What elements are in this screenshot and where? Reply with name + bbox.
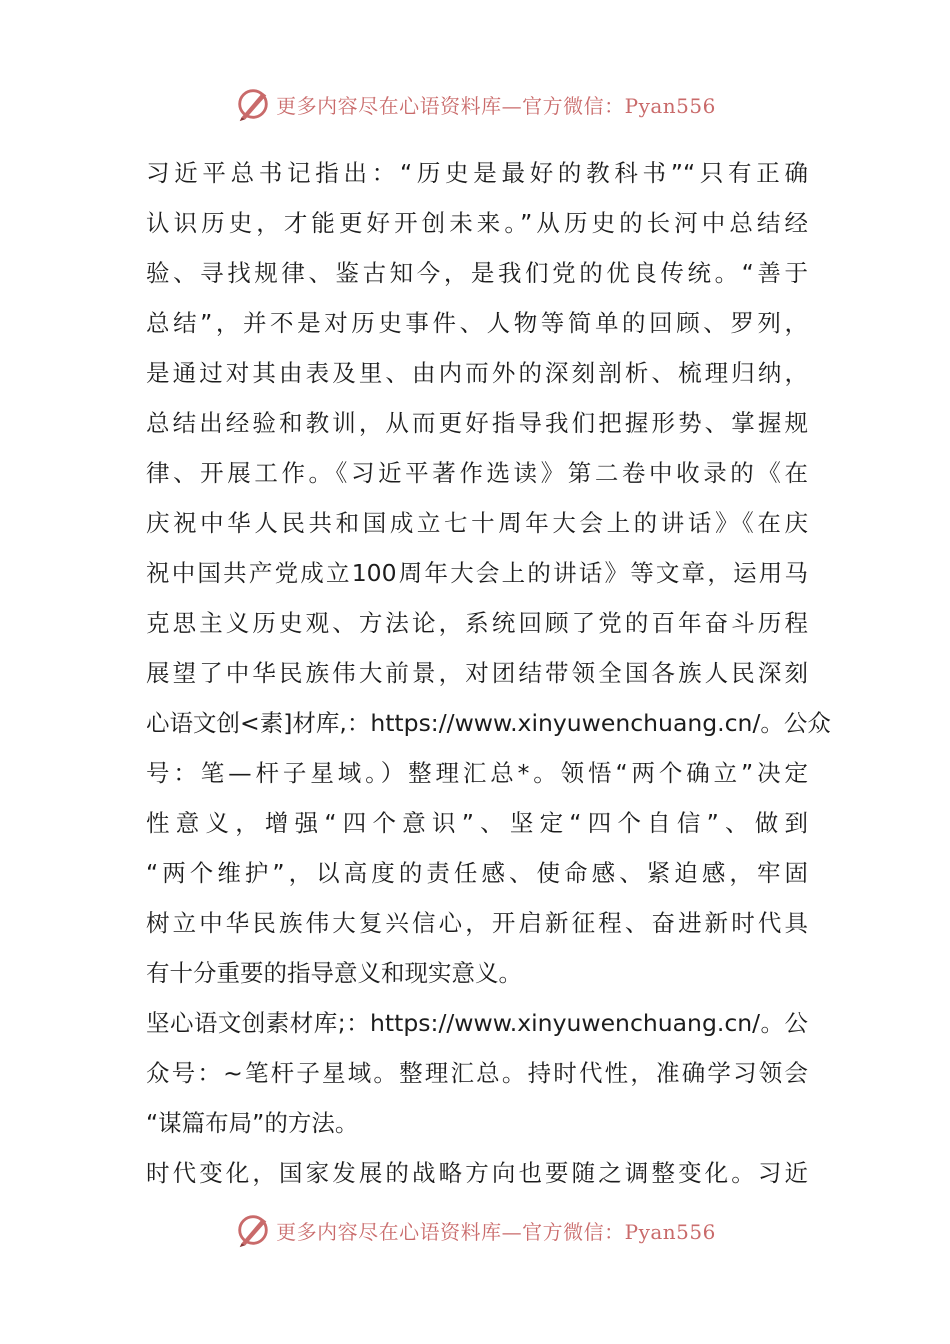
- text-line: 坚心语文创素材库;：https://www.xinyuwenchuang.cn/。公: [146, 1009, 808, 1037]
- text-line: 习近平总书记指出：“历史是最好的教科书”“只有正确: [146, 159, 808, 187]
- document-body: [146, 148, 831, 1198]
- text-line: 律、开展工作。《习近平著作选读》第二卷中收录的《在: [146, 459, 808, 487]
- text-line: 克思主义历史观、方法论，系统回顾了党的百年奋斗历程: [146, 609, 808, 637]
- text-line: 总结出经验和教训，从而更好指导我们把握形势、掌握规: [146, 409, 808, 437]
- pen-circle-logo-icon: [234, 85, 272, 123]
- text-line: 验、寻找规律、鉴古知今，是我们党的优良传统。“善于: [146, 259, 808, 287]
- text-line: 众号：~笔杆子星域。整理汇总。持时代性，准确学习领会: [146, 1059, 808, 1087]
- text-line: 号：笔—杆子星域。）整理汇总*。领悟“两个确立”决定: [146, 759, 808, 787]
- text-line: 总结”，并不是对历史事件、人物等简单的回顾、罗列，: [146, 309, 808, 337]
- paragraph-3: [146, 1148, 808, 1198]
- text-line: 认识历史，才能更好开创未来。”从历史的长河中总结经: [146, 209, 808, 237]
- pen-circle-logo-icon: [234, 1211, 272, 1249]
- text-line: 树立中华民族伟大复兴信心，开启新征程、奋进新时代具: [146, 909, 808, 937]
- footer-banner: [0, 1210, 950, 1250]
- paragraph-1: [146, 148, 831, 998]
- text-line: “两个维护”，以高度的责任感、使命感、紧迫感，牢固: [146, 859, 808, 887]
- text-line: 时代变化，国家发展的战略方向也要随之调整变化。习近: [146, 1159, 808, 1187]
- header-banner: [0, 84, 950, 124]
- header-banner-text: 更多内容尽在心语资料库—官方微信：Pyan556: [276, 93, 716, 118]
- text-line: “谋篇布局”的方法。: [146, 1109, 359, 1137]
- text-line: 是通过对其由表及里、由内而外的深刻剖析、梳理归纳，: [146, 359, 808, 387]
- text-line: 性意义，增强“四个意识”、坚定“四个自信”、做到: [146, 809, 808, 837]
- paragraph-2: [146, 998, 808, 1148]
- footer-banner-text: 更多内容尽在心语资料库—官方微信：Pyan556: [276, 1219, 716, 1244]
- text-line: 心语文创<素]材库,：https://www.xinyuwenchuang.cn/。公众: [146, 709, 831, 737]
- text-line: 展望了中华民族伟大前景，对团结带领全国各族人民深刻: [146, 659, 808, 687]
- text-line: 祝中国共产党成立100周年大会上的讲话》等文章，运用马: [146, 559, 808, 587]
- text-line: 庆祝中华人民共和国成立七十周年大会上的讲话》《在庆: [146, 509, 808, 537]
- text-line: 有十分重要的指导意义和现实意义。: [146, 959, 522, 987]
